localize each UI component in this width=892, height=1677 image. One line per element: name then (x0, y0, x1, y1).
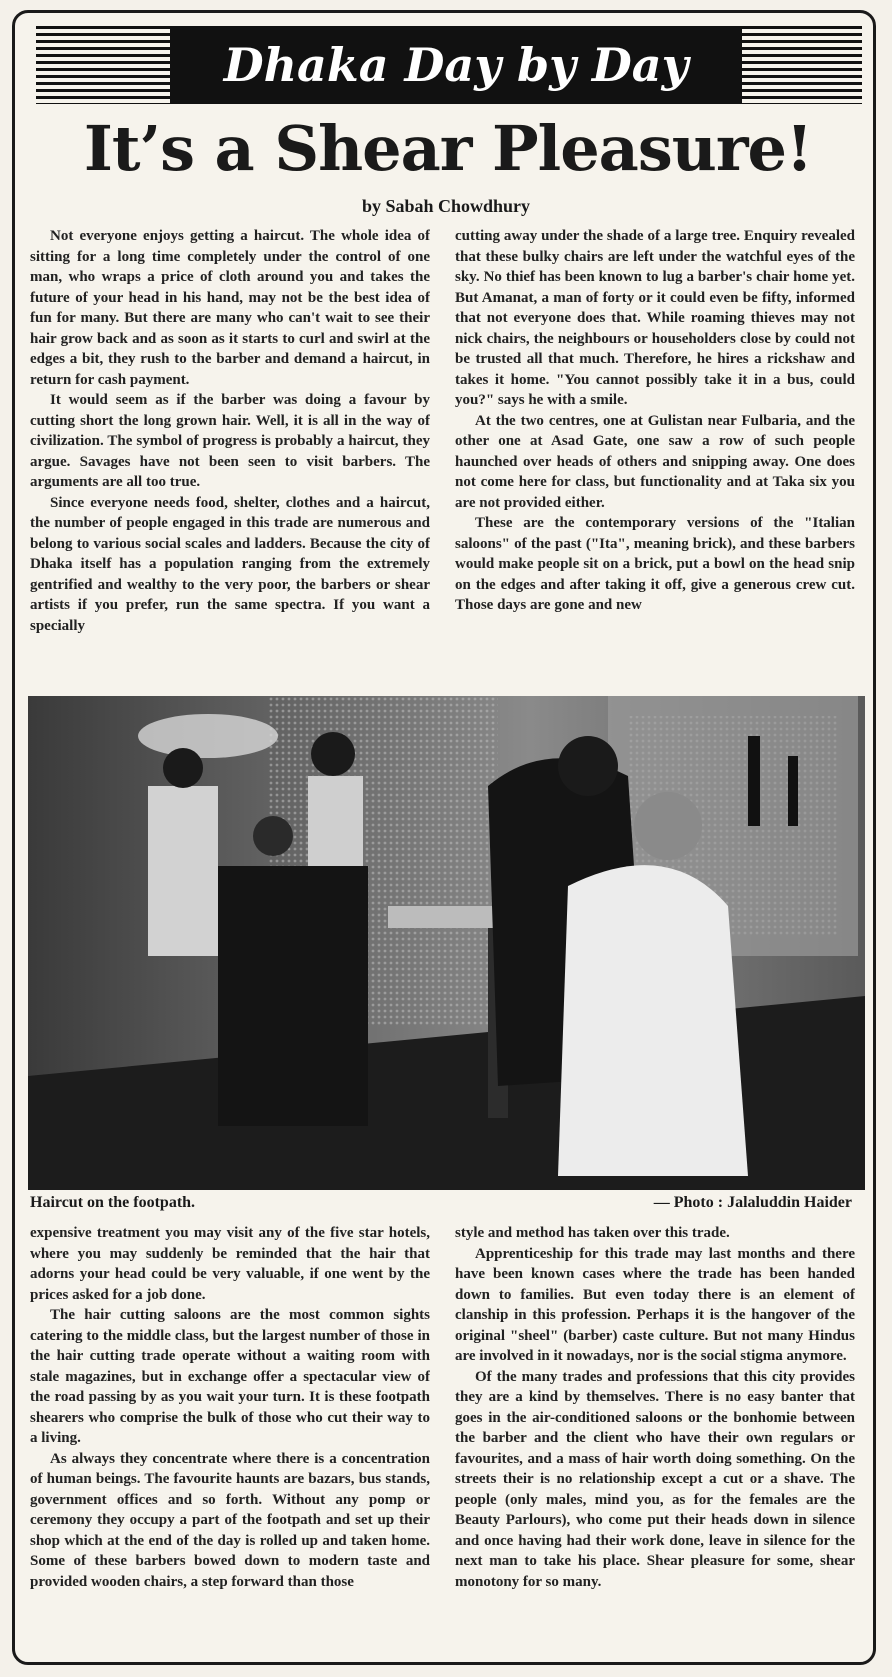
paragraph: style and method has taken over this trade. (455, 1225, 730, 1241)
paragraph: It would seem as if the barber was doing a favour by cutting short the long grown hair. Well, it is all in the way of civilization. The symbol of progress is probably a haircut, they argue. Savages have not been seen to visit barbers. The arguments are all too true. (30, 392, 430, 490)
column-bottom-right (455, 1223, 855, 1648)
headline: It’s a Shear Pleasure! (83, 112, 813, 185)
photo-credit: — Photo : Jalaluddin Haider (653, 1194, 852, 1211)
paragraph: Since everyone needs food, shelter, clothes and a haircut, the number of people engaged in this trade are numerous and belong to various social scales and ladders. Because the city of Dhaka itself has a population ranging from the extremely gentrified and wealthy to the very poor, the barbers or shear artists if you prefer, run the same spectra. If you want a specially (30, 494, 430, 634)
paragraph: cutting away under the shade of a large tree. Enquiry revealed that these bulky chairs are left under the watchful eyes of the sky. No thief has been known to lug a barber's chair home yet. But Amanat, a man of forty or it could even be fifty, informed that not everyone does that. While roaming thieves may not nick chairs, the neighbours or householders close by could not be trusted all that much. Therefore, he hires a rickshaw and takes it home. "You cannot possibly take it in a bus, could you?" says he with a smile. (455, 228, 855, 408)
photo-illustration (28, 696, 865, 1190)
column-top-left (30, 226, 430, 692)
paragraph: Of the many trades and professions that this city provides they are a kind by themselves. There is no easy banter that goes in the air-conditioned saloons or the bonhomie between the barber and the client who have their own regulars or favourites, and a mass of hair worth doing something. On the streets their is no relationship except a cut or a shave. The people (only males, mind you, as for the females are the Beauty Parlours), who come put their heads down in silence and once having had their work done, leave in silence for the next man to take his place. Shear pleasure for some, shear monotony for so many. (455, 1368, 855, 1590)
paragraph: As always they concentrate where there is a concentration of human beings. The favourite haunts are bazars, bus stands, government offices and so forth. Without any pomp or ceremony they occupy a part of the footpath and set up their shop which at the end of the day is rolled up and taken home. Some of these barbers bowed down to modern taste and provided wooden chairs, a step forward than those (30, 1450, 430, 1590)
photo-footpath-barbers (28, 696, 865, 1190)
paragraph: At the two centres, one at Gulistan near Fulbaria, and the other one at Asad Gate, one saw a row of such people haunched over heads of others and snipping away. One does not come here for class, but functionality and at Taka six you are not provided either. (455, 412, 855, 511)
paragraph: The hair cutting saloons are the most common sights catering to the middle class, but the largest number of those in the hair cutting trade operate without a waiting room with stale magazines, but in exchange offer a spectacular view of the road passing by as you wait your turn. It is these footpath shearers who comprise the bulk of those who cut their way to a living. (30, 1307, 430, 1446)
masthead-box (170, 26, 742, 104)
paragraph: These are the contemporary versions of the "Italian saloons" of the past ("Ita", meaning brick), and these barbers would make people sit on a brick, put a bowl on the head snip on the edges and after taking it off, give a generous crew cut. Those days are gone and new (455, 515, 855, 613)
paragraph: expensive treatment you may visit any of the five star hotels, where you may suddenly be reminded that the hair that adorns your head could be very valuable, if one went by the prices asked for a job done. (30, 1225, 430, 1303)
column-bottom-left (30, 1223, 430, 1648)
masthead (36, 26, 862, 104)
column-top-right (455, 226, 855, 692)
photo-caption: Haircut on the footpath. (30, 1194, 196, 1211)
masthead-title: Dhaka Day by Day (223, 38, 689, 92)
byline: by Sabah Chowdhury (361, 196, 531, 216)
paragraph: Not everyone enjoys getting a haircut. The whole idea of sitting for a long time completely under the control of one man, who wraps a price of cloth around you and takes the future of your head in his hand, may not be the best idea of fun for many. But there are many who can't wait to see their hair grow back and as soon as it starts to curl and swirl at the edges a bit, they rush to the barber and demand a haircut, in return for cash payment. (30, 228, 430, 388)
paragraph: Apprenticeship for this trade may last months and there have been known cases where the trade has been handed down to families. But even today there is an element of clanship in this profession. Perhaps it is the hangover of the original "sheel" (barber) caste culture. But not many Hindus are involved in it nowadays, nor is the social stigma anymore. (455, 1245, 855, 1364)
